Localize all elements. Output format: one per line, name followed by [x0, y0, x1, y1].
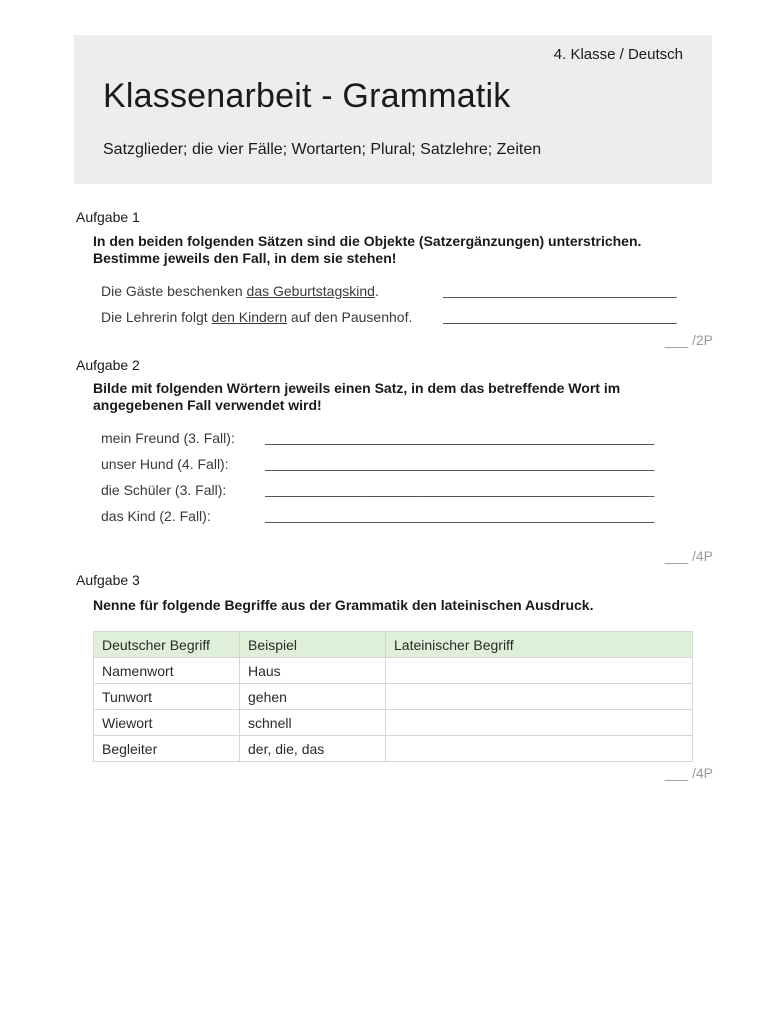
table-cell: Haus — [240, 658, 386, 684]
sentence-text: Die Gäste beschenken — [101, 283, 247, 299]
sentence-text: auf den Pausenhof. — [287, 309, 413, 325]
column-header: Lateinischer Begriff — [386, 632, 693, 658]
task2-item-3: die Schüler (3. Fall): — [101, 482, 227, 498]
table-cell: schnell — [240, 710, 386, 736]
grammar-table — [93, 631, 693, 762]
task3-instruction: Nenne für folgende Begriffe aus der Grammatik den lateinischen Ausdruck. — [93, 597, 594, 613]
task2-answer-line-2[interactable]: __________________________________________________ — [265, 455, 655, 471]
sentence-text: Die Lehrerin folgt — [101, 309, 212, 325]
task1-points: ___ /2P — [664, 332, 713, 348]
task2-points: ___ /4P — [664, 548, 713, 564]
task2-answer-line-1[interactable]: __________________________________________________ — [265, 429, 655, 445]
task2-instruction: Bilde mit folgenden Wörtern jeweils einen Satz, in dem das betreffende Wort im angegebenen Fall verwendet wird! — [93, 380, 621, 413]
column-header: Beispiel — [240, 632, 386, 658]
underlined-object: den Kindern — [211, 309, 288, 325]
task1-instruction: In den beiden folgenden Sätzen sind die Objekte (Satzergänzungen) unterstrichen. Bestimme jeweils den Fall, in dem sie stehen! — [93, 233, 642, 266]
task1-sentence-2 — [101, 309, 412, 325]
task2-item-1: mein Freund (3. Fall): — [101, 430, 235, 446]
task2-answer-line-4[interactable]: __________________________________________________ — [265, 507, 655, 523]
table-row — [94, 684, 693, 710]
answer-cell[interactable] — [386, 736, 693, 762]
table-cell: Namenwort — [94, 658, 240, 684]
table-cell: Wiewort — [94, 710, 240, 736]
header-box — [74, 35, 712, 184]
answer-cell[interactable] — [386, 658, 693, 684]
sentence-text: . — [374, 283, 379, 299]
table-row — [94, 658, 693, 684]
underlined-object: das Geburtstagskind — [246, 283, 375, 299]
answer-cell[interactable] — [386, 710, 693, 736]
task3-label: Aufgabe 3 — [76, 572, 140, 588]
task1-answer-line-1[interactable]: ______________________________ — [443, 282, 677, 298]
page-title: Klassenarbeit - Grammatik — [103, 77, 511, 115]
class-label: 4. Klasse / Deutsch — [553, 46, 683, 63]
table-cell: Tunwort — [94, 684, 240, 710]
task1-answer-line-2[interactable]: ______________________________ — [443, 308, 677, 324]
table-header-row — [94, 632, 693, 658]
task2-label: Aufgabe 2 — [76, 357, 140, 373]
table-row — [94, 710, 693, 736]
table-cell: Begleiter — [94, 736, 240, 762]
column-header: Deutscher Begriff — [94, 632, 240, 658]
task3-points: ___ /4P — [664, 765, 713, 781]
task1-label: Aufgabe 1 — [76, 209, 140, 225]
table-row — [94, 736, 693, 762]
task2-item-4: das Kind (2. Fall): — [101, 508, 211, 524]
table-cell: gehen — [240, 684, 386, 710]
task1-sentence-1 — [101, 283, 379, 299]
task2-answer-line-3[interactable]: __________________________________________________ — [265, 481, 655, 497]
task2-item-2: unser Hund (4. Fall): — [101, 456, 229, 472]
page-subtitle: Satzglieder; die vier Fälle; Wortarten; Plural; Satzlehre; Zeiten — [103, 141, 542, 158]
answer-cell[interactable] — [386, 684, 693, 710]
table-cell: der, die, das — [240, 736, 386, 762]
